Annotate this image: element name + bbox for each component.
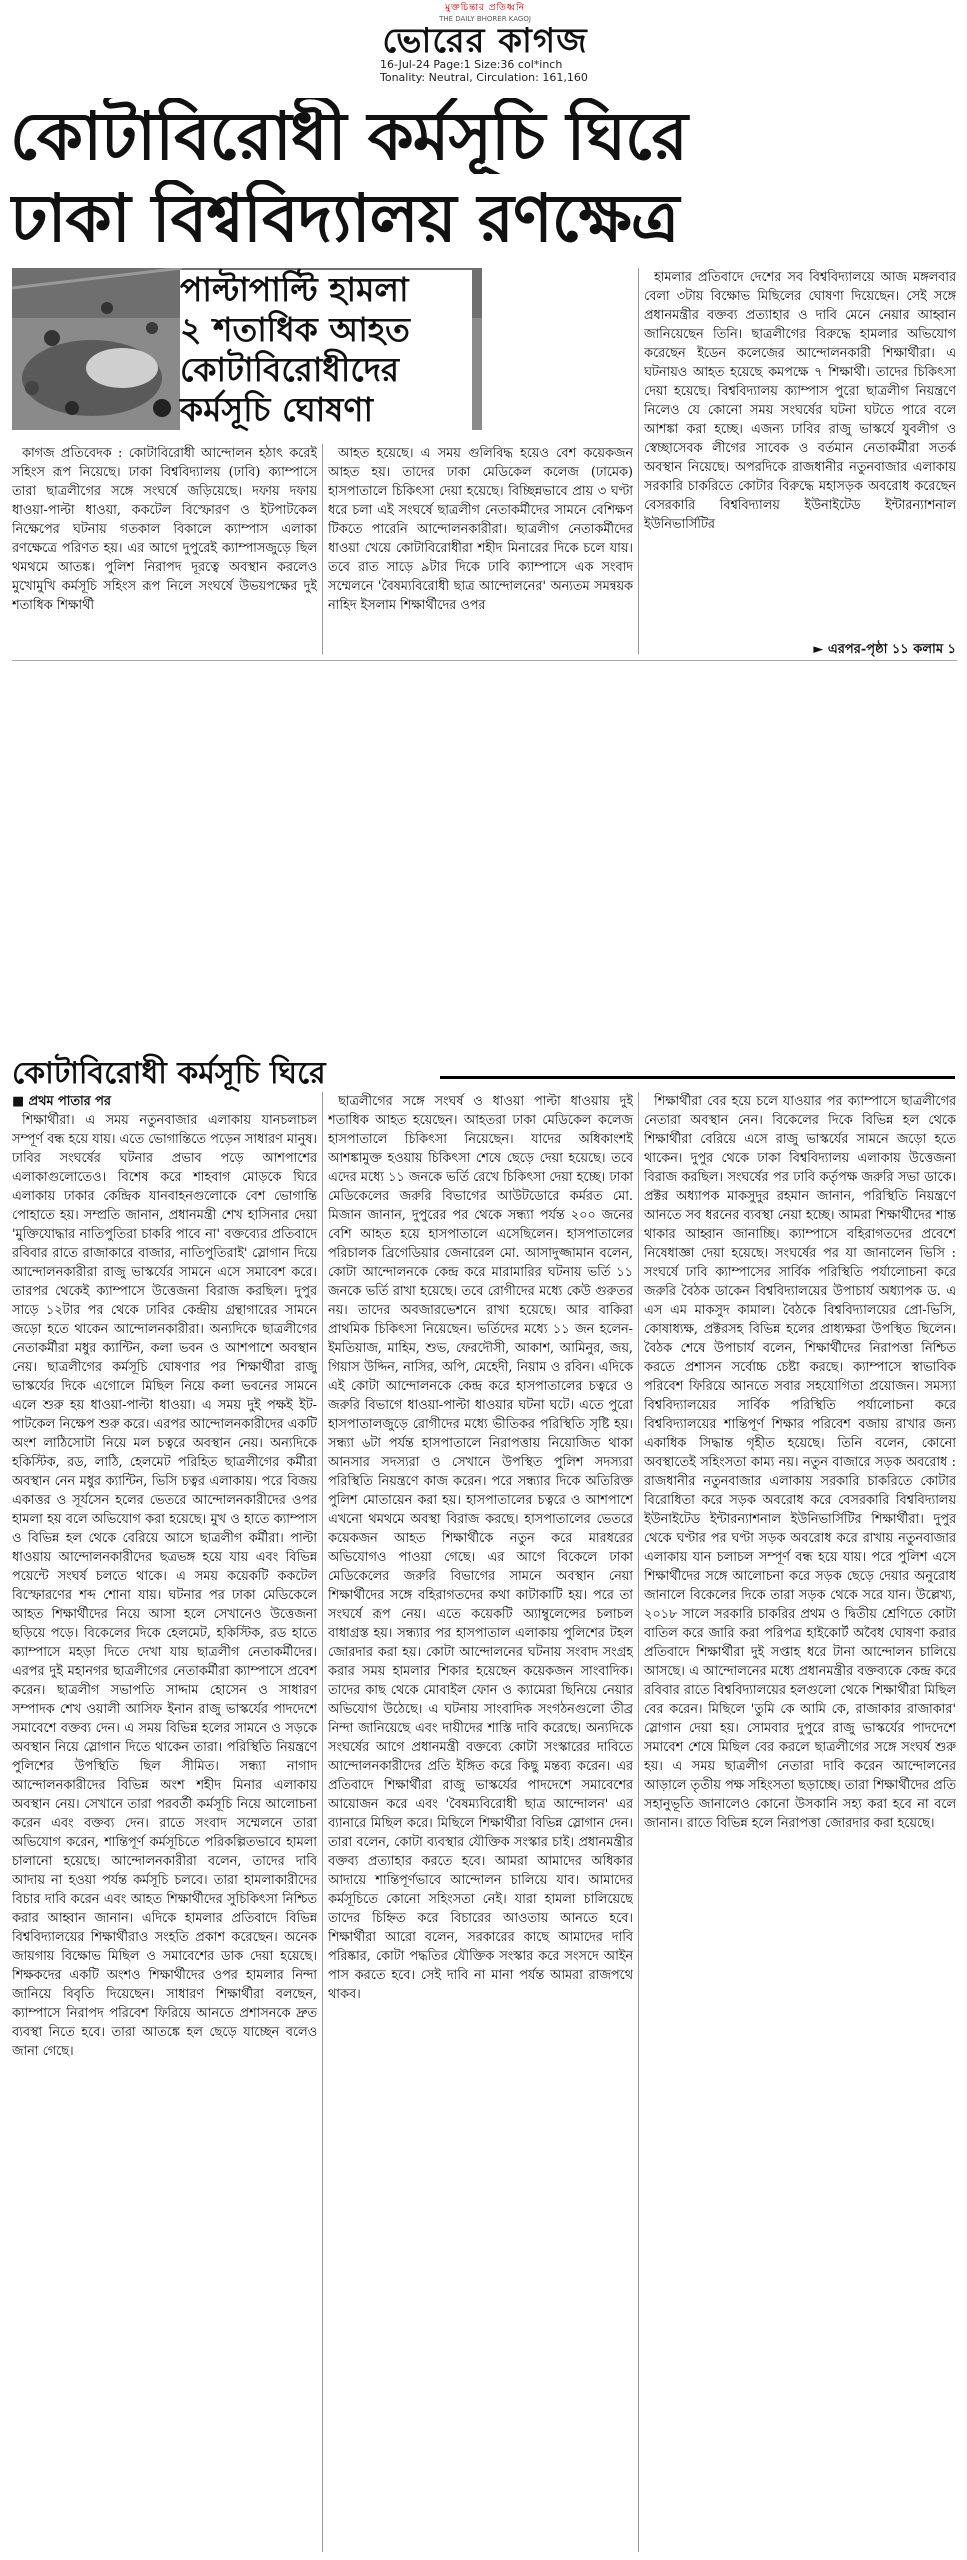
- continuation-column-2-text: ছাত্রলীগের সঙ্গে সংঘর্ষ ও ধাওয়া পাল্টা ধাওয়ায় দুই শতাধিক আহত হয়েছেন। আহতরা ঢাকা মেডিকেল কলেজ হাসপাতালে চিকিৎসা নিয়েছেন। যাদের অধিকাংশই আশঙ্কামুক্ত হওয়ায় চিকিৎসা শেষে ছেড়ে দেয়া হয়েছে। তবে এদের মধ্যে ১১ জনকে ভর্তি রেখে চিকিৎসা দেয়া হচ্ছে। ঢাকা মেডিকেলের জরুরি বিভাগের আউটডোরে কর্মরত মো. মিজান জানান, দুপুরের পর থেকে সন্ধ্যা পর্যন্ত ২০০ জনের বেশি আহত হয়ে হাসপাতালে এসেছিলেন। হাসপাতালের পরিচালক ব্রিগেডিয়ার জেনারেল মো. আসাদুজ্জামান বলেন, কোটা আন্দোলনকে কেন্দ্র করে মারামারির ঘটনায় ভর্তি ১১ জনকে ভর্তি রাখা হয়েছে। তবে রোগীদের মধ্যে কেউ গুরুতর নয়। তাদের অবজারভেশনে রাখা হয়েছে। আর বাকিরা প্রাথমিক চিকিৎসা নিয়েছেন। ভর্তিদের মধ্যে ১১ জন হলেন- ইমতিয়াজ, মাহিম, শুভ, ফেরদৌসী, আকাশ, আমিনুর, জয়, গিয়াস উদ্দিন, নাসির, অপি, মেহেদী, নিয়াম ও রবিন। এদিকে এই কোটা আন্দোলনকে কেন্দ্র করে হাসপাতালের চত্বরে ও জরুরি বিভাগে ধাওয়া-পাল্টা ধাওয়ার ঘটনা ঘটে। এতে পুরো হাসপাতালজুড়ে রোগীদের মধ্যে ভীতিকর পরিস্থিতি সৃষ্টি হয়। সন্ধ্যা ৬টা পর্যন্ত হাসপাতালে নিরাপত্তায় নিয়োজিত থাকা আনসার সদস্যরা ও সেখানে উপস্থিত পুলিশ সদস্যরা পরিস্থিতি নিয়ন্ত্রণে কাজ করেন। পরে সন্ধ্যার দিকে অতিরিক্ত পুলিশ মোতায়েন করা হয়। হাসপাতালের চত্বরে ও আশপাশে এখনো থমথমে অবস্থা বিরাজ করছে। হাসপাতালের ভেতরে কয়েকজন আহত শিক্ষার্থীকে নতুন করে মারধরের অভিযোগও পাওয়া গেছে। এর আগে বিকেলে ঢাকা মেডিকেলের জরুরি বিভাগের সামনে অবস্থান নেয়া শিক্ষার্থীদের সঙ্গে বহিরাগতদের কথা কাটাকাটি হয়। পরে তা সংঘর্ষে রূপ নেয়। এতে কয়েকটি অ্যাম্বুলেন্সের চলাচল বাধাগ্রস্ত হয়। সন্ধ্যার পর হাসপাতাল এলাকায় পুলিশের টহল জোরদার করা হয়। কোটা আন্দোলনের ঘটনায় সংবাদ সংগ্রহ করার সময় হামলার শিকার হয়েছেন কয়েকজন সাংবাদিক। তাদের কাছ থেকে মোবাইল ফোন ও ক্যামেরা ছিনিয়ে নেয়ার অভিযোগ উঠেছে। এ ঘটনায় সাংবাদিক সংগঠনগুলো তীব্র নিন্দা জানিয়েছে এবং দায়ীদের শাস্তি দাবি করেছে। অন্যদিকে সংঘর্ষের আগে প্রধানমন্ত্রী বক্তব্যে কোটা সংস্কারের দাবিতে আন্দোলনকারীদের প্রতি ইঙ্গিত করে কিছু মন্তব্য করেন। এর প্রতিবাদে শিক্ষার্থীরা রাজু ভাস্কর্যের পাদদেশে সমাবেশের আয়োজন করে এবং 'বৈষম্যবিরোধী ছাত্র আন্দোলন' এর ব্যানারে মিছিল করে। মিছিলে শিক্ষার্থীরা বিভিন্ন স্লোগান দেন। তারা বলেন, কোটা ব্যবস্থার যৌক্তিক সংস্কার চাই। প্রধানমন্ত্রীর বক্তব্য প্রত্যাহার করতে হবে। আমরা আমাদের অধিকার আদায়ে শান্তিপূর্ণভাবে আন্দোলন চালিয়ে যাব। আমাদের কর্মসূচিতে কোনো সহিংসতা নেই। যারা হামলা চালিয়েছে তাদের চিহ্নিত করে বিচারের আওতায় আনতে হবে। শিক্ষার্থীরা আরো বলেন, সরকারের কাছে আমাদের দাবি পরিষ্কার, কোটা পদ্ধতির যৌক্তিক সংস্কার করে সংসদে আইন পাস করতে হবে। সেই দাবি না মানা পর্যন্ত আমরা রাজপথে থাকব।: [328, 1094, 633, 2002]
- lead-column-1-text: কাগজ প্রতিবেদক : কোটাবিরোধী আন্দোলন হঠাৎ করেই সহিংস রূপ নিয়েছে। ঢাকা বিশ্ববিদ্যালয় (ঢাবি) ক্যাম্পাসে তারা ছাত্রলীগের সঙ্গে সংঘর্ষে জড়িয়েছে। দফায় দফায় ধাওয়া-পাল্টা ধাওয়া, ককটেল বিস্ফোরণ ও ইটপাটকেল নিক্ষেপের ঘটনায় গতকাল বিকালে ক্যাম্পাস এলাকা রণক্ষেত্রে পরিণত হয়। এর আগে দুপুরেই ক্যাম্পাসজুড়ে ছিল থমথমে আতঙ্ক। পুলিশ নিরাপদ দূরত্বে অবস্থান করলেও মুখোমুখি কর্মসূচি সহিংস রূপ নিলে সংঘর্ষে উভয়পক্ষের দুই শতাধিক শিক্ষার্থী: [12, 446, 317, 613]
- continuation-column-3: [644, 1092, 956, 2552]
- headline-line-2: ঢাকা বিশ্ববিদ্যালয় রণক্ষেত্র: [10, 180, 679, 256]
- lead-column-2-text: আহত হয়েছে। এ সময় গুলিবিদ্ধ হয়েও বেশ কয়েকজন আহত হয়। তাদের ঢাকা মেডিকেল কলেজ (ঢামেক) হাসপাতালে চিকিৎসা দেয়া হয়েছে। বিচ্ছিন্নভাবে প্রায় ৩ ঘণ্টা ধরে চলা এই সংঘর্ষে ছাত্রলীগ নেতাকর্মীদের সামনে বেশিক্ষণ টিকতে পারেনি আন্দোলনকারীরা। ছাত্রলীগ নেতাকর্মীদের ধাওয়া খেয়ে কোটাবিরোধীরা শহীদ মিনারের দিকে চলে যায়। তবে রাত সাড়ে ৯টার দিকে ঢাবি ক্যাম্পাসে এক সংবাদ সম্মেলনে 'বৈষম্যবিরোধী ছাত্র আন্দোলনের' অন্যতম সমন্বয়ক নাহিদ ইসলাম শিক্ষার্থীদের ওপর: [328, 446, 633, 613]
- heading-rule: [440, 1076, 955, 1079]
- continuation-column-3-text: শিক্ষার্থীরা বের হয়ে চলে যাওয়ার পর ক্যাম্পাসে ছাত্রলীগের নেতারা অবস্থান নেন। বিকেলের দিকে বিভিন্ন হল থেকে শিক্ষার্থীরা বেরিয়ে এসে রাজু ভাস্কর্যের সামনে জড়ো হতে থাকেন। দুপুর থেকে ঢাকা বিশ্ববিদ্যালয় এলাকায় উত্তেজনা বিরাজ করছিল। সংঘর্ষের পর ঢাবি কর্তৃপক্ষ জরুরি সভা ডাকে। প্রক্টর অধ্যাপক মাকসুদুর রহমান জানান, পরিস্থিতি নিয়ন্ত্রণে আনতে সব ধরনের ব্যবস্থা নেয়া হচ্ছে। আমরা শিক্ষার্থীদের শান্ত থাকার আহ্বান জানাচ্ছি। ক্যাম্পাসে বহিরাগতদের প্রবেশে নিষেধাজ্ঞা দেয়া হয়েছে। সংঘর্ষের পর যা জানালেন ভিসি : সংঘর্ষে ঢাবি ক্যাম্পাসের সার্বিক পরিস্থিতি পর্যালোচনা করে জরুরি বৈঠক ডাকেন বিশ্ববিদ্যালয়ের উপাচার্য অধ্যাপক ড. এ এস এম মাকসুদ কামাল। বৈঠকে বিশ্ববিদ্যালয়ের প্রো-ভিসি, কোষাধ্যক্ষ, প্রক্টরসহ বিভিন্ন হলের প্রাধ্যক্ষরা উপস্থিত ছিলেন। বৈঠক শেষে উপাচার্য বলেন, শিক্ষার্থীদের নিরাপত্তা নিশ্চিত করতে প্রশাসন সর্বোচ্চ চেষ্টা করছে। ক্যাম্পাসে স্বাভাবিক পরিবেশ ফিরিয়ে আনতে সবার সহযোগিতা প্রয়োজন। সমস্যা বিশ্ববিদ্যালয়ের সার্বিক পরিস্থিতি পর্যালোচনা করে বিশ্ববিদ্যালয়ের শান্তিপূর্ণ শিক্ষার পরিবেশ বজায় রাখার জন্য একাধিক সিদ্ধান্ত গৃহীত হয়েছে। তিনি বলেন, কোনো অবস্থাতেই সহিংসতা কাম্য নয়। নতুন বাজারে সড়ক অবরোধ : রাজধানীর নতুনবাজার এলাকায় সরকারি চাকরিতে কোটার বিরোধিতা করে সড়ক অবরোধ করে বেসরকারি বিশ্ববিদ্যালয় ইউনাইটেড ইন্টারন্যাশনাল ইউনিভার্সিটির শিক্ষার্থীরা। দুপুর থেকে ঘণ্টার পর ঘণ্টা সড়ক অবরোধ করে রাখায় নতুনবাজার এলাকায় যান চলাচল সম্পূর্ণ বন্ধ হয়ে যায়। পরে পুলিশ এসে শিক্ষার্থীদের সঙ্গে আলোচনা করে সড়ক ছেড়ে দেয়ার অনুরোধ জানালে বিকেলের দিকে তারা সড়ক থেকে সরে যান। উল্লেখ্য, ২০১৮ সালে সরকারি চাকরির প্রথম ও দ্বিতীয় শ্রেণিতে কোটা বাতিল করে জারি করা পরিপত্র হাইকোর্ট অবৈধ ঘোষণা করার প্রতিবাদে শিক্ষার্থীরা দুই সপ্তাহ ধরে টানা আন্দোলন চালিয়ে আসছে। এ আন্দোলনের মধ্যে প্রধানমন্ত্রীর বক্তব্যকে কেন্দ্র করে রবিবার রাতে বিশ্ববিদ্যালয়ের হলগুলো থেকে শিক্ষার্থীরা মিছিল বের করেন। মিছিলে 'তুমি কে আমি কে, রাজাকার রাজাকার' স্লোগান দেয়া হয়। সোমবার দুপুরে রাজু ভাস্কর্যের পাদদেশে সমাবেশ শেষে মিছিল বের করলে ছাত্রলীগের সঙ্গে সংঘর্ষ শুরু হয়। এ সময় ছাত্রলীগ নেতারা দাবি করেন আন্দোলনের আড়ালে তৃতীয় পক্ষ সহিংসতা ছড়াচ্ছে। তারা শিক্ষার্থীদের প্রতি সহানুভূতি জানালেও কোনো উসকানি সহ্য করা হবে না বলে জানান। রাতে বিভিন্ন হলে নিরাপত্তা জোরদার করা হয়েছে।: [644, 1094, 956, 1831]
- lead-column-1: [12, 444, 317, 654]
- continuation-column-1: [12, 1092, 317, 2552]
- masthead-english-name: THE DAILY BHORER KAGOJ: [439, 15, 531, 23]
- deck-line-3: কোটাবিরোধীদের: [180, 350, 400, 389]
- column-divider: [322, 1092, 323, 2552]
- masthead-logo: ভোরের কাগজ: [382, 21, 588, 61]
- continuation-heading: কোটাবিরোধী কর্মসূচি ঘিরে: [12, 1056, 326, 1091]
- jump-line: ► এরপর-পৃষ্ঠা ১১ কলাম ১: [813, 642, 956, 657]
- section-separator: [12, 660, 957, 661]
- headline-line-1: কোটাবিরোধী কর্মসূচি ঘিরে: [10, 98, 687, 174]
- lead-column-3-text: হামলার প্রতিবাদে দেশের সব বিশ্ববিদ্যালয়ে আজ মঙ্গলবার বেলা ৩টায় বিক্ষোভ মিছিলের ঘোষণা দিয়েছেন। সেই সঙ্গে প্রধানমন্ত্রীর বক্তব্য প্রত্যাহার ও দাবি মেনে নেয়ার আহ্বান জানিয়েছেন তিনি। ছাত্রলীগের বিরুদ্ধে হামলার অভিযোগ করেছেন ইডেন কলেজের আন্দোলনকারী শিক্ষার্থীরা। এ ঘটনায়ও আহত হয়েছে কমপক্ষে ৭ শিক্ষার্থী। তাদের চিকিৎসা দেয়া হয়েছে। বিশ্ববিদ্যালয় ক্যাম্পাস পুরো ছাত্রলীগ নিয়ন্ত্রণে নিলেও যে কোনো সময় সংঘর্ষের ঘটনা ঘটতে পারে বলে আশঙ্কা করা হচ্ছে। এজন্য ঢাবির রাজু ভাস্কর্যে যুবলীগ ও স্বেচ্ছাসেবক লীগের সাবেক ও বর্তমান নেতাকর্মীরা সতর্ক অবস্থান নিয়েছে। অপরদিকে রাজধানীর নতুনবাজার এলাকায় সরকারি চাকরিতে কোটার বিরুদ্ধে মহাসড়ক অবরোধ করেছেন বেসরকারি বিশ্ববিদ্যালয় ইউনাইটেড ইন্টারন্যাশনাল ইউনিভার্সিটির: [644, 270, 956, 532]
- column-divider: [638, 1092, 639, 2552]
- continuation-column-1-text: শিক্ষার্থীরা। এ সময় নতুনবাজার এলাকায় যানচলাচল সম্পূর্ণ বন্ধ হয়ে যায়। এতে ভোগান্তিতে পড়েন সাধারণ মানুষ। ঢাবির সংঘর্ষের ঘটনার প্রভাব পড়ে আশপাশের এলাকাগুলোতেও। বিশেষ করে শাহবাগ মোড়কে ঘিরে এলাকায় ঢাকার কেন্দ্রিক যানবাহনগুলোকে বেশ ভোগান্তি পোহাতে হয়। সম্প্রতি জানান, প্রধানমন্ত্রী শেখ হাসিনার দেয়া 'মুক্তিযোদ্ধার নাতিপুতিরা চাকরি পাবে না' বক্তব্যের প্রতিবাদে রবিবার রাতে রাজাকারে বাজার, নাতিপুতিরাই' স্লোগান দিয়ে আন্দোলনকারীরা রাজু ভাস্কর্যের সামনে এসে সমাবেশ করে। তারপর থেকেই ক্যাম্পাসে উত্তেজনা বিরাজ করছিল। দুপুর সাড়ে ১২টার পর থেকে ঢাবির কেন্দ্রীয় গ্রন্থাগারের সামনে জড়ো হতে থাকেন আন্দোলনকারীরা। অন্যদিকে ছাত্রলীগের নেতাকর্মীরা মধুর ক্যান্টিন, কলা ভবন ও আশপাশে অবস্থান নেয়। ছাত্রলীগের কর্মসূচি ঘোষণার পর শিক্ষার্থীরা রাজু ভাস্কর্যের দিকে এগোলে মিছিল নিয়ে কলা ভবনের সামনে এলে শুরু হয় ধাওয়া-পাল্টা ধাওয়া। এ সময় দুই পক্ষই ইট-পাটকেল নিক্ষেপ শুরু করে। এরপর আন্দোলনকারীদের একটি অংশ লাঠিসোটা নিয়ে মল চত্বরে অবস্থান নেয়। অন্যদিকে হকিস্টিক, রড, লাঠি, হেলমেট পরিহিত ছাত্রলীগের কর্মীরা অবস্থান নেন মধুর ক্যান্টিন, ভিসি চত্বর এলাকায়। পরে বিজয় একাত্তর ও সূর্যসেন হলের ভেতরে আন্দোলনকারীদের ওপর হামলা হয় বলে অভিযোগ করা হয়েছে। মুখ ও হাতে ক্যাম্পাস ও বিভিন্ন হল থেকে বেরিয়ে আসে ছাত্রলীগ কর্মীরা। পাল্টা ধাওয়ায় আন্দোলনকারীদের ছত্রভঙ্গ হয়ে যায় এবং বিভিন্ন পয়েন্টে সংঘর্ষ চলতে থাকে। এ সময় কয়েকটি ককটেল বিস্ফোরণের শব্দ শোনা যায়। ঘটনার পর ঢাকা মেডিকেলে আহত শিক্ষার্থীদের নিয়ে আসা হলে সেখানেও উত্তেজনা ছড়িয়ে পড়ে। বিকেলের দিকে হেলমেট, হকিস্টিক, রড হাতে ক্যাম্পাসে মহড়া দিতে দেখা যায় ছাত্রলীগ নেতাকর্মীদের। এরপর দুই মহানগর ছাত্রলীগের নেতাকর্মীরা ক্যাম্পাসে প্রবেশ করেন। ছাত্রলীগ সভাপতি সাদ্দাম হোসেন ও সাধারণ সম্পাদক শেখ ওয়ালী আসিফ ইনান রাজু ভাস্কর্যের পাদদেশে সমাবেশে বক্তব্য দেন। এ সময় বিভিন্ন হলের সামনে ও সড়কে অবস্থান নিয়ে স্লোগান দিতে থাকেন তারা। পরিস্থিতি নিয়ন্ত্রণে পুলিশের উপস্থিতি ছিল সীমিত। সন্ধ্যা নাগাদ আন্দোলনকারীদের বিভিন্ন অংশ শহীদ মিনার এলাকায় অবস্থান নেয়। সেখানে তারা পরবর্তী কর্মসূচি নিয়ে আলোচনা করেন এবং বক্তব্য দেন। রাতে সংবাদ সম্মেলনে তারা অভিযোগ করেন, শান্তিপূর্ণ কর্মসূচিতে পরিকল্পিতভাবে হামলা চালানো হয়েছে। আন্দোলনকারীরা বলেন, তাদের দাবি আদায় না হওয়া পর্যন্ত কর্মসূচি চলবে। তারা হামলাকারীদের বিচার দাবি করেন এবং আহত শিক্ষার্থীদের সুচিকিৎসা নিশ্চিত করার আহ্বান জানান। এদিকে হামলার প্রতিবাদে বিভিন্ন বিশ্ববিদ্যালয়ের শিক্ষার্থীরাও সংহতি প্রকাশ করেছেন। অনেক জায়গায় বিক্ষোভ মিছিল ও সমাবেশের ডাক দেয়া হয়েছে। শিক্ষকদের একটি অংশও শিক্ষার্থীদের ওপর হামলার নিন্দা জানিয়ে বিবৃতি দিয়েছেন। সাধারণ শিক্ষার্থীরা বলছেন, ক্যাম্পাসে নিরাপদ পরিবেশ ফিরিয়ে আনতে প্রশাসনকে দ্রুত ব্যবস্থা নিতে হবে। তারা আতঙ্কে হল ছেড়ে যাচ্ছেন বলেও জানা গেছে।: [12, 1113, 317, 2059]
- meta-page-size: 16-Jul-24 Page:1 Size:36 col*inch: [380, 58, 563, 71]
- masthead: [360, 0, 610, 59]
- clipping-meta: [380, 58, 640, 84]
- lead-column-2: [328, 444, 633, 654]
- column-divider: [638, 268, 639, 654]
- deck-line-1: পাল্টাপাল্টি হামলা: [180, 270, 409, 309]
- sub-headline-box: [180, 270, 472, 430]
- deck-line-4: কর্মসূচি ঘোষণা: [180, 390, 374, 429]
- continuation-jump-from: ■ প্রথম পাতার পর: [12, 1094, 111, 1109]
- deck-line-2: ২ শতাধিক আহত: [180, 310, 410, 349]
- column-divider: [322, 444, 323, 654]
- masthead-tagline: মুক্তচিন্তার প্রতিধ্বনি: [444, 3, 526, 13]
- lead-column-3: [644, 268, 956, 636]
- meta-tonality-circulation: Tonality: Neutral, Circulation: 161,160: [380, 71, 588, 84]
- continuation-column-2: [328, 1092, 633, 2552]
